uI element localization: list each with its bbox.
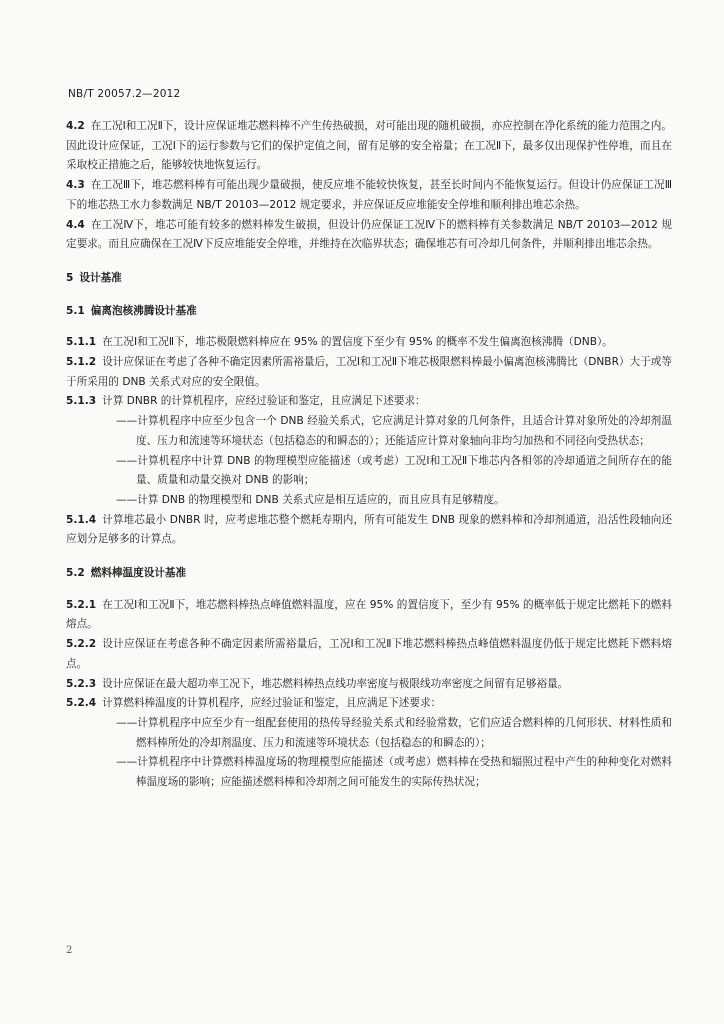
clause-4-3 <box>66 176 672 215</box>
clause-5-1-2 <box>66 353 672 392</box>
clause-5-2-2 <box>66 635 672 674</box>
clause-text: 设计应保证在考虑各种不确定因素所需裕量后，工况Ⅰ和工况Ⅱ下堆芯燃料棒热点峰值燃料温度仍低于规定比燃耗下燃料熔点。 <box>66 638 672 670</box>
section-number: 5.2 <box>66 567 85 580</box>
clause-number: 5.2.4 <box>66 697 97 710</box>
clause-number: 4.4 <box>66 218 85 231</box>
section-title: 偏离泡核沸腾设计基准 <box>90 304 197 317</box>
page-number: 2 <box>66 945 73 956</box>
clause-5-2-3 <box>66 675 672 695</box>
clause-number: 5.2.1 <box>66 598 97 611</box>
clause-text: 计算堆芯最小 DNBR 时，应考虑堆芯整个燃耗寿期内，所有可能发生 DNB 现象的燃料棒和冷却剂通道，沿活性段轴向还应划分足够多的计算点。 <box>66 513 672 546</box>
section-number: 5.1 <box>66 304 85 317</box>
section-number: 5 <box>66 271 74 284</box>
section-title: 设计基准 <box>79 271 122 284</box>
requirement-list-item: ——计算机程序中应至少包含一个 DNB 经验关系式，它应满足计算对象的几何条件，且适合计算对象所处的冷却剂温度、压力和流速等环境状态（包括稳态的和瞬态的）；还能适应计算对象轴向非均匀加热和不同径向受热状态； <box>116 415 672 447</box>
clause-number: 5.1.3 <box>66 395 97 408</box>
clause-text: 设计应保证在考虑了各种不确定因素所需裕量后，工况Ⅰ和工况Ⅱ下堆芯极限燃料棒最小偏离泡核沸腾比（DNBR）大于或等于所采用的 DNB 关系式对应的安全限值。 <box>66 356 672 388</box>
clause-number: 4.3 <box>66 179 85 192</box>
standard-code-header: NB/T 20057.2—2012 <box>68 88 181 100</box>
clause-5-2-4 <box>66 694 672 714</box>
requirement-list-item: ——计算机程序中计算 DNB 的物理模型应能描述（或考虑）工况Ⅰ和工况Ⅱ下堆芯内各相邻的冷却通道之间所存在的能量、质量和动量交换对 DNB 的影响； <box>116 454 672 487</box>
clause-4-2 <box>66 117 672 176</box>
document-body <box>66 117 672 793</box>
clause-number: 5.1.4 <box>66 513 97 526</box>
clause-number: 5.2.3 <box>66 677 97 690</box>
requirement-list-item: ——计算机程序中应至少有一组配套使用的热传导经验关系式和经验常数，它们应适合燃料棒的几何形状、材料性质和燃料棒所处的冷却剂温度、压力和流速等环境状态（包括稳态的和瞬态的）； <box>116 716 672 749</box>
clause-text: 在工况Ⅳ下，堆芯可能有较多的燃料棒发生破损，但设计仍应保证工况Ⅳ下的燃料棒有关参数满足 NB/T 20103—2012 规定要求。而且应确保在工况Ⅳ下反应堆能安全停堆，并维持在次临界状态；确保堆芯有可冷却几何条件，并顺利排出堆芯余热。 <box>66 218 672 251</box>
clause-number: 5.2.2 <box>66 638 97 651</box>
clause-text: 在工况Ⅲ下，堆芯燃料棒有可能出现少量破损，使反应堆不能较快恢复，甚至长时间内不能恢复运行。但设计仍应保证工况Ⅲ下的堆芯热工水力参数满足 NB/T 20103—2012 规定要求，并应保证反应堆能安全停堆和顺利排出堆芯余热。 <box>66 179 672 211</box>
clause-text: 在工况Ⅰ和工况Ⅱ下，设计应保证堆芯燃料棒不产生传热破损，对可能出现的随机破损，亦应控制在净化系统的能力范围之内。因此设计应保证，工况Ⅰ下的运行参数与它们的保护定值之间，留有足够的安全裕量；在工况Ⅱ下，最多仅出现保护性停堆，而且在采取校正措施之后，能够较快地恢复运行。 <box>66 120 672 172</box>
clause-text: 在工况Ⅰ和工况Ⅱ下，堆芯燃料棒热点峰值燃料温度，应在 95% 的置信度下，至少有 95% 的概率低于规定比燃耗下的燃料熔点。 <box>66 598 672 631</box>
clause-5-1-4 <box>66 511 672 550</box>
clause-number: 5.1.1 <box>66 336 97 349</box>
clause-5-2-1 <box>66 596 672 635</box>
clause-text: 计算燃料棒温度的计算机程序，应经过验证和鉴定，且应满足下述要求： <box>102 697 442 710</box>
clause-number: 4.2 <box>66 120 85 132</box>
section-5-heading <box>66 269 672 289</box>
clause-text: 在工况Ⅰ和工况Ⅱ下，堆芯极限燃料棒应在 95% 的置信度下至少有 95% 的概率不发生偏离泡核沸腾（DNB）。 <box>102 336 613 349</box>
clause-4-4 <box>66 216 672 255</box>
requirement-list-item: ——计算 DNB 的物理模型和 DNB 关系式应是相互适应的，而且应具有足够精度。 <box>116 493 505 506</box>
section-5-2-heading <box>66 564 672 584</box>
clause-5-1-3 <box>66 392 672 412</box>
clause-5-1-1 <box>66 333 672 353</box>
clause-number: 5.1.2 <box>66 356 97 369</box>
section-5-1-heading <box>66 302 672 322</box>
section-title: 燃料棒温度设计基准 <box>90 567 187 580</box>
requirement-list-item: ——计算机程序中计算燃料棒温度场的物理模型应能描述（或考虑）燃料棒在受热和辐照过程中产生的种种变化对燃料棒温度场的影响；应能描述燃料棒和冷却剂之间可能发生的实际传热状况； <box>116 756 672 789</box>
clause-text: 计算 DNBR 的计算机程序，应经过验证和鉴定，且应满足下述要求： <box>102 395 426 408</box>
clause-text: 设计应保证在最大超功率工况下，堆芯燃料棒热点线功率密度与极限线功率密度之间留有足够裕量。 <box>102 677 569 690</box>
